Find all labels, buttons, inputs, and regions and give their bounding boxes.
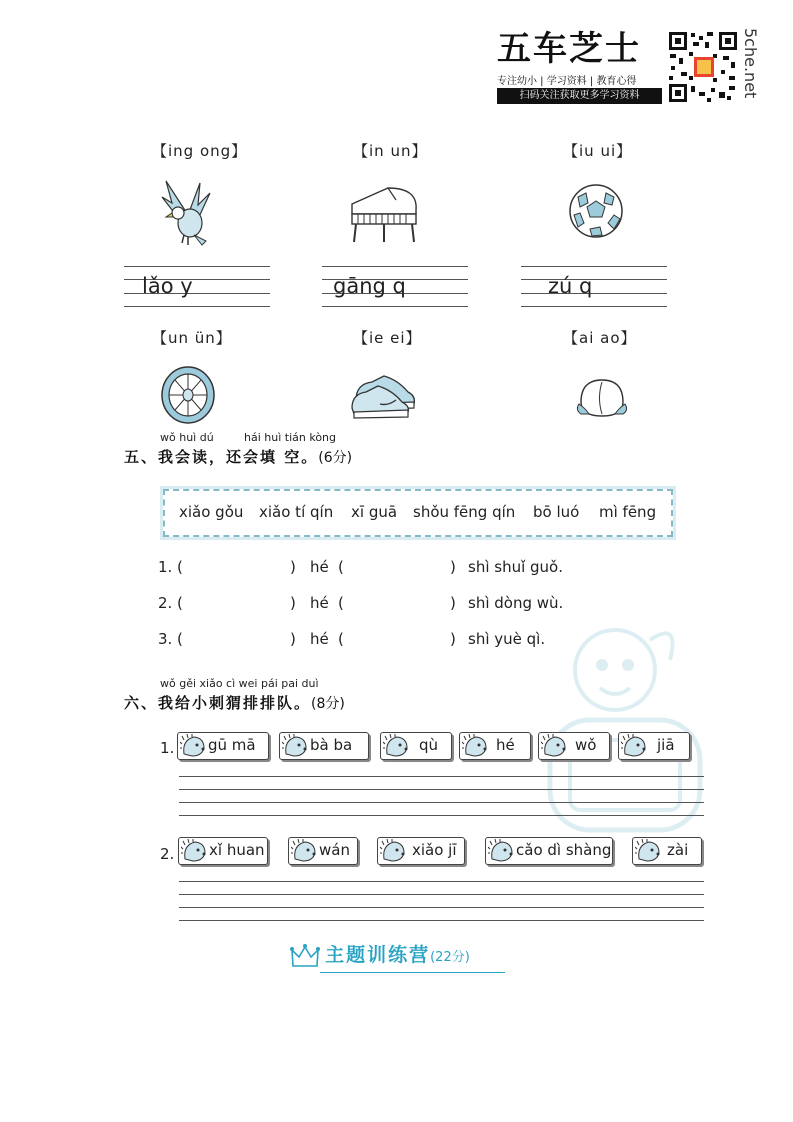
hedgehog-card (485, 837, 613, 865)
chip-text: qù (419, 736, 439, 754)
blank-open: ( (338, 558, 344, 576)
chip-text: wǒ (575, 736, 597, 754)
row-number: 1. (160, 739, 175, 757)
chip-text: hé (496, 736, 515, 754)
section6-pinyin: wǒ gěi xiǎo cì wei pái pai duì (160, 677, 319, 690)
pinyin-word: gāng q (333, 274, 406, 298)
hedgehog-icon (180, 734, 206, 758)
site-url: 5che.net (741, 28, 760, 99)
brand-tagline: 专注幼小 | 学习资料 | 教育心得 (497, 76, 637, 87)
hedgehog-icon (541, 734, 567, 758)
answer-line (179, 894, 704, 895)
question-number: 2. (158, 594, 173, 612)
hedgehog-icon (291, 839, 317, 863)
piano-icon (348, 180, 420, 244)
brand-banner: 扫码关注获取更多学习资料 (497, 88, 662, 104)
hedgehog-icon (621, 734, 647, 758)
word-he: hé (310, 630, 329, 648)
shoes-icon (350, 370, 418, 420)
pinyin-word: zú q (548, 274, 593, 298)
footer-title: 主题训练营(22分) (290, 940, 505, 973)
crown-icon (290, 944, 320, 970)
blank-close: ) (290, 630, 296, 648)
row-number: 2. (160, 845, 175, 863)
chip-text: bà ba (310, 736, 353, 754)
blank-close: ) (290, 594, 296, 612)
hedgehog-card (279, 732, 369, 760)
bracket-label: 【in un】 (353, 142, 428, 160)
qr-code-icon (667, 30, 739, 104)
chip-text: xiǎo jī (412, 841, 457, 859)
question-number: 1. (158, 558, 173, 576)
blank-open: ( (177, 594, 183, 612)
hedgehog-card (538, 732, 610, 760)
hedgehog-icon (282, 734, 308, 758)
answer-line (179, 907, 704, 908)
peach-icon (575, 370, 629, 420)
section5-score: (6分) (318, 450, 353, 466)
chip-text: gū mā (208, 736, 256, 754)
watermark-stamp-icon (540, 610, 710, 840)
writing-lines (521, 266, 667, 310)
hedgehog-card (377, 837, 465, 865)
hedgehog-card (632, 837, 702, 865)
blank-open: ( (338, 630, 344, 648)
bracket-label: 【un ün】 (152, 329, 232, 347)
blank-open: ( (177, 630, 183, 648)
section6-title: 六、我给小刺猬排排队。(8分) (124, 694, 345, 712)
bracket-label: 【ai ao】 (563, 329, 637, 347)
hedgehog-icon (488, 839, 514, 863)
eagle-icon (158, 175, 218, 247)
hedgehog-icon (635, 839, 661, 863)
word-item: xī guā (351, 503, 398, 521)
question-tail: shì yuè qì. (468, 630, 546, 648)
answer-line (179, 802, 704, 803)
section5-pinyin-a: wǒ huì dú (160, 431, 214, 444)
word-item: mì fēng (599, 503, 657, 521)
hedgehog-icon (380, 839, 406, 863)
question-number: 3. (158, 630, 173, 648)
blank-open: ( (338, 594, 344, 612)
bracket-label: 【ie ei】 (353, 329, 422, 347)
section5-pinyin-b: hái huì tián kòng (244, 431, 337, 444)
word-item: shǒu fēng qín (413, 503, 516, 521)
section5-title: 五、我会读，还会填 空。(6分) (124, 448, 353, 466)
blank-close: ) (450, 630, 456, 648)
football-icon (568, 183, 624, 239)
chip-text: jiā (657, 736, 675, 754)
answer-line (179, 789, 704, 790)
bracket-label: 【ing ong】 (152, 142, 248, 160)
wheel-icon (160, 365, 216, 425)
chip-text: zài (667, 841, 689, 859)
chip-text: xǐ huan (209, 841, 265, 859)
bracket-label: 【iu ui】 (563, 142, 633, 160)
chip-text: wán (319, 841, 350, 859)
blank-close: ) (450, 594, 456, 612)
hedgehog-card (288, 837, 358, 865)
section6-score: (8分) (311, 696, 345, 712)
word-he: hé (310, 594, 329, 612)
chip-text: cǎo dì shàng (516, 841, 612, 859)
hedgehog-card (618, 732, 690, 760)
hedgehog-card (177, 732, 269, 760)
hedgehog-card (178, 837, 268, 865)
word-he: hé (310, 558, 329, 576)
blank-close: ) (450, 558, 456, 576)
question-tail: shì dòng wù. (468, 594, 564, 612)
question-tail: shì shuǐ guǒ. (468, 558, 563, 576)
word-bank (163, 489, 673, 537)
answer-line (179, 776, 704, 777)
word-item: xiǎo gǒu (179, 503, 244, 521)
hedgehog-icon (462, 734, 488, 758)
hedgehog-card (380, 732, 452, 760)
footer-score: (22分) (430, 950, 470, 965)
pinyin-word: lǎo y (142, 274, 193, 298)
answer-line (179, 815, 704, 816)
answer-line (179, 920, 704, 921)
answer-line (179, 881, 704, 882)
hedgehog-icon (383, 734, 409, 758)
blank-open: ( (177, 558, 183, 576)
blank-close: ) (290, 558, 296, 576)
hedgehog-card (459, 732, 531, 760)
brand-title: 五车芝士 (497, 29, 641, 69)
word-item: xiǎo tí qín (259, 503, 334, 521)
word-item: bō luó (533, 503, 580, 521)
hedgehog-icon (181, 839, 207, 863)
